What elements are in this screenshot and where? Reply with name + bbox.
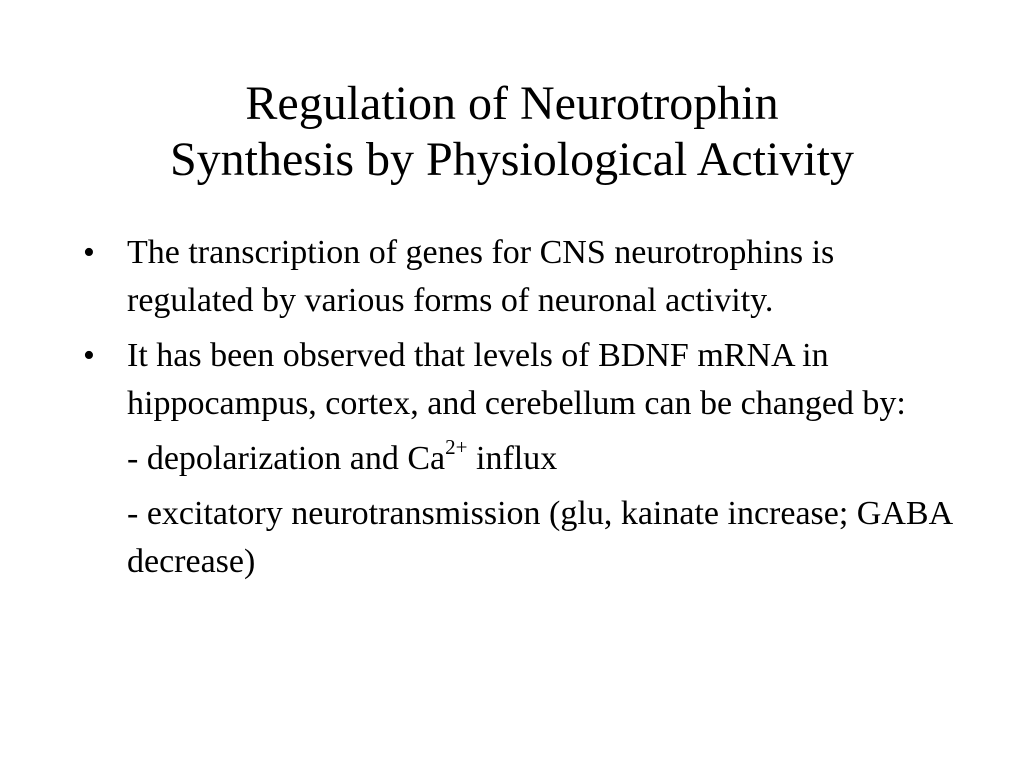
title-line-2: Synthesis by Physiological Activity — [169, 133, 855, 186]
sub-item — [83, 490, 963, 586]
slide-title — [0, 76, 1024, 188]
sub-item-text: - depolarization and Ca — [127, 440, 446, 477]
slide-body — [83, 229, 963, 593]
sub-item-text: - excitatory neurotransmission (glu, kainate increase; GABA decrease) — [127, 495, 952, 580]
bullet-item — [83, 229, 963, 325]
bullet-text: It has been observed that levels of BDNF mRNA in hippocampus, cortex, and cerebellum can be changed by: — [127, 337, 906, 422]
title-line-1: Regulation of Neurotrophin — [245, 77, 779, 130]
bullet-text: The transcription of genes for CNS neurotrophins is regulated by various forms of neuronal activity. — [127, 234, 835, 319]
bullet-dot-icon: • — [83, 234, 95, 271]
bullet-dot-icon: • — [83, 337, 95, 374]
sub-item — [83, 435, 963, 483]
calcium-charge-superscript: 2+ — [445, 434, 468, 459]
sub-item-text-suffix: influx — [467, 440, 558, 477]
bullet-item — [83, 332, 963, 428]
